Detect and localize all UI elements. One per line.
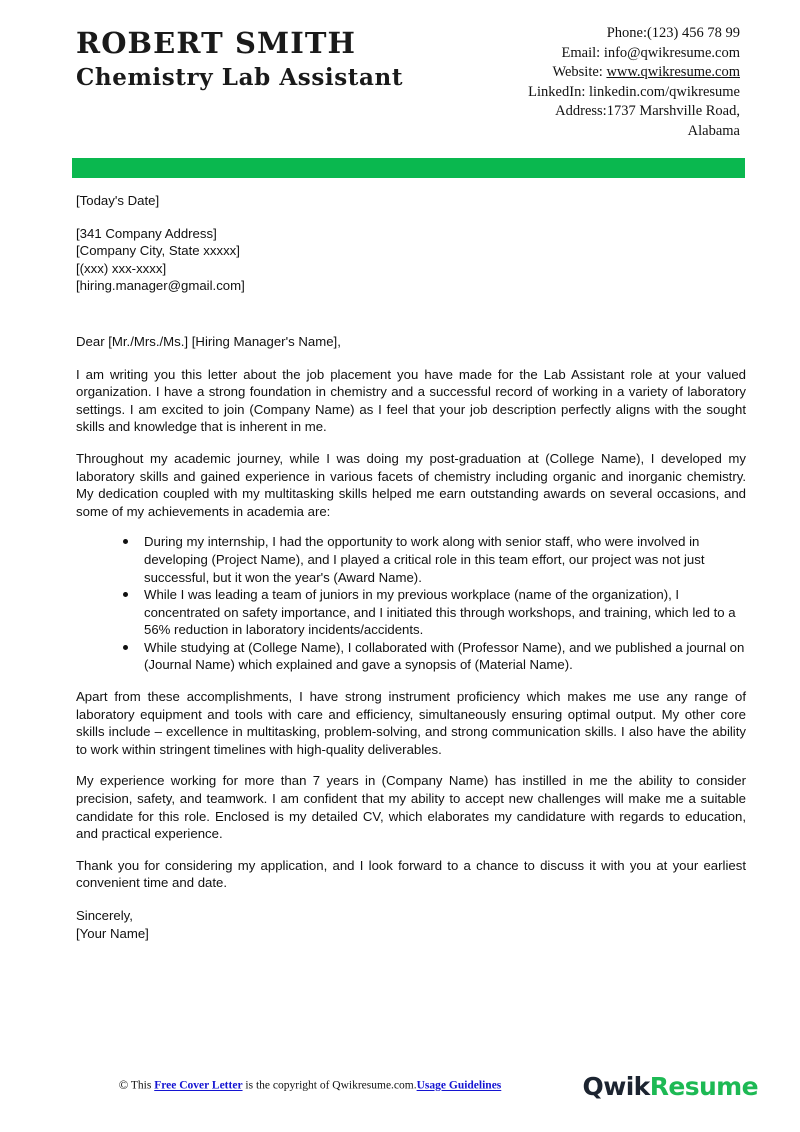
qwikresume-logo[interactable] xyxy=(583,1072,758,1102)
signature-name: [Your Name] xyxy=(76,925,149,941)
copyright-icon: © xyxy=(118,1078,129,1092)
list-item: While studying at (College Name), I collaborated with (Professor Name), and we published a journal on (Journal Name) which explained and gave a synopsis of (Material Name). xyxy=(76,639,746,674)
contact-website-link[interactable]: www.qwikresume.com xyxy=(606,64,740,80)
letter-body xyxy=(76,192,746,942)
letter-paragraph: My experience working for more than 7 years in (Company Name) has instilled in me the ability to consider precision, safety, and teamwork. I am confident that my ability to accept new challenges will make me a suitable candidate for this role. Enclosed is my detailed CV, which elaborates my candidature with regards to education, and practical experience. xyxy=(76,773,746,842)
logo-text-resume: Resume xyxy=(649,1072,758,1101)
page-footer xyxy=(0,1072,800,1106)
letter-date: [Today's Date] xyxy=(76,193,160,208)
usage-guidelines-link[interactable]: Usage Guidelines xyxy=(416,1079,502,1092)
contact-website-label: Website: xyxy=(552,64,607,80)
recipient-address xyxy=(76,225,746,295)
contact-email: Email: info@qwikresume.com xyxy=(561,44,740,61)
free-cover-letter-link[interactable]: Free Cover Letter xyxy=(154,1079,243,1092)
copyright-notice xyxy=(0,1078,620,1093)
letter-header xyxy=(0,22,800,141)
recipient-address-line: [Company City, State xxxxx] xyxy=(76,243,240,259)
contact-linkedin: LinkedIn: linkedin.com/qwikresume xyxy=(528,83,740,100)
letter-closing-paragraph: Thank you for considering my application, and I look forward to a chance to discuss it with you at your earliest convenient time and date. xyxy=(76,857,746,891)
list-item: During my internship, I had the opportunity to work along with senior staff, who were involved in developing (Project Name), and I played a critical role in this team effort, our project was not just successful, but it won the year's (Award Name). xyxy=(76,533,746,586)
contact-phone: Phone:(123) 456 78 99 xyxy=(606,25,740,41)
letter-paragraph: I am writing you this letter about the job placement you have made for the Lab Assistant role at your valued organization. I have a strong foundation in chemistry and a successful record of working in a variety of laboratory settings. I am excited to join (Company Name) as I feel that your job description perfectly aligns with the sought skills and knowledge that is inherent in me. xyxy=(76,366,746,435)
recipient-address-line: [341 Company Address] xyxy=(76,225,217,241)
achievements-list xyxy=(76,533,746,674)
candidate-identity xyxy=(76,22,403,93)
contact-address-line2: Alabama xyxy=(687,122,740,139)
letter-signoff xyxy=(76,907,746,942)
accent-bar xyxy=(72,158,745,178)
copyright-text-pre: This xyxy=(128,1079,155,1092)
signoff-text: Sincerely, xyxy=(76,908,133,923)
recipient-address-line: [(xxx) xxx-xxxx] xyxy=(76,260,167,276)
contact-details xyxy=(528,22,740,141)
logo-text-qwik: Qwik xyxy=(582,1072,650,1101)
contact-website xyxy=(528,63,740,83)
copyright-text-mid: is the copyright of Qwikresume.com. xyxy=(242,1079,417,1092)
candidate-name: ROBERT SMITH xyxy=(76,26,357,60)
candidate-job-title: Chemistry Lab Assistant xyxy=(76,64,404,91)
recipient-address-line: [hiring.manager@gmail.com] xyxy=(76,278,245,294)
letter-paragraph: Throughout my academic journey, while I was doing my post-graduation at (College Name), I developed my laboratory skills and gained experience in various facets of chemistry including organic and inorganic chemistry. My dedication coupled with my multitasking skills helped me earn outstanding awards on several occasions, and some of my achievements in academia are: xyxy=(76,450,746,519)
letter-paragraph: Apart from these accomplishments, I have strong instrument proficiency which makes me use any range of laboratory equipment and tools with care and efficiency, simultaneously ensuring optimal output. My other core skills include – excellence in multitasking, problem-solving, and strong communication skills. I also have the ability to work within stringent timelines with high-quality deliverables. xyxy=(76,689,746,757)
contact-address-line1: Address:1737 Marshville Road, xyxy=(555,103,740,119)
letter-salutation: Dear [Mr./Mrs./Ms.] [Hiring Manager's Name], xyxy=(76,333,341,349)
list-item: While I was leading a team of juniors in my previous workplace (name of the organization), I concentrated on safety importance, and I initiated this through workshops, and training, which led to a 56% reduction in laboratory incidents/accidents. xyxy=(76,586,746,639)
